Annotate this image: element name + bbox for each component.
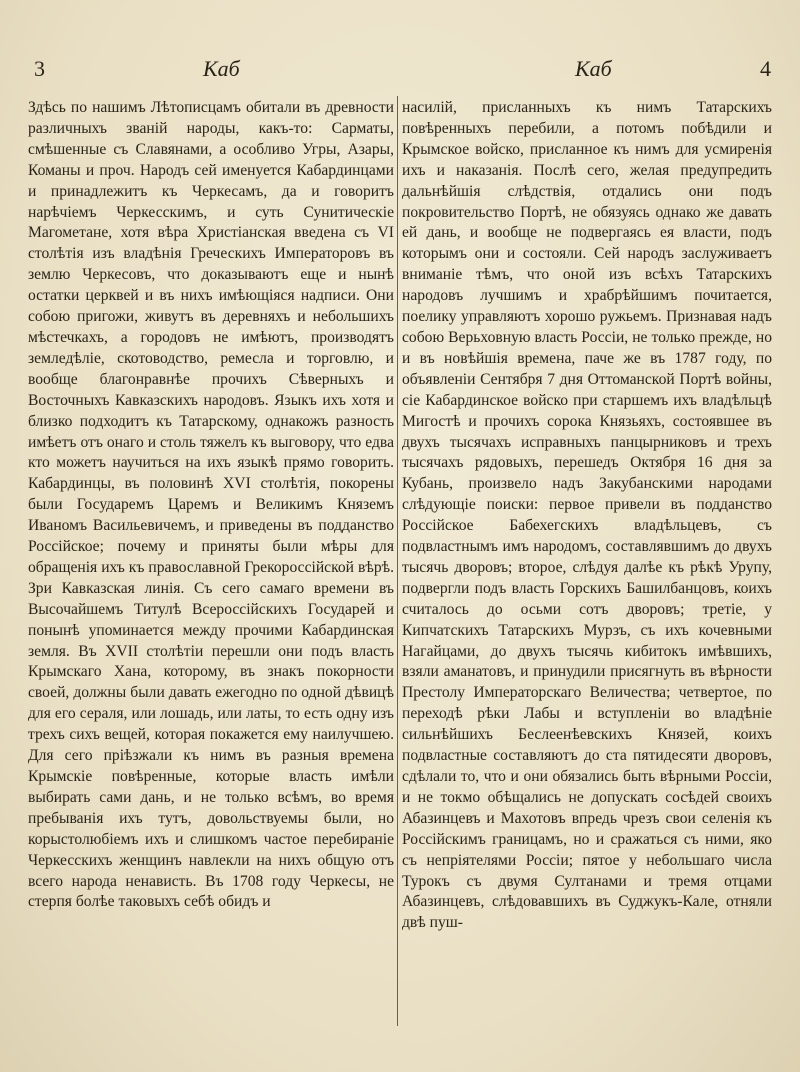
text-column-left xyxy=(28,98,394,1058)
page-number-right: 4 xyxy=(760,56,771,81)
column-text-left: Здѣсь по нашимъ Лѣтописцамъ обитали въ древности различныхъ званій народы, какъ-то: Сарматы, смѣшенные съ Славянами, а особливо Угры, Азары, Команы и проч. Народъ сей именуется Кабардинцами и принадлежитъ къ Черкесамъ, да и говоритъ нарѣчіемъ Черкесскимъ, и суть Сунитическіе Магометане, хотя вѣра Христіанская введена съ VI столѣтія изъ владѣнія Греческихъ Императоровъ въ землю Черкесовъ, что доказываютъ еще и нынѣ остатки церквей и въ нихъ имѣющіяся надписи. Они собою пригожи, живутъ въ деревняхъ и небольшихъ мѣстечкахъ, а городовъ не имѣютъ, производятъ земледѣліе, скотоводство, ремесла и торговлю, и вообще благонравнѣе прочихъ Сѣверныхъ и Восточныхъ Кавказскихъ народовъ. Языкъ ихъ хотя и близко подходитъ къ Татарскому, однакожъ разность имѣетъ отъ онаго и столь тяжелъ къ выговору, что едва кто можетъ научиться на ихъ языкѣ прямо говорить. Кабардинцы, въ половинѣ XVI столѣтія, покорены были Государемъ Царемъ и Великимъ Княземъ Иваномъ Васильевичемъ, и приведены въ подданство Россійское; почему и приняты были мѣры для обращенія ихъ къ православной Грекороссійской вѣрѣ. Зри Кавказская линія. Съ сего самаго времени въ Высочайшемъ Титулѣ Всероссійскихъ Государей и понынѣ упоминается между прочими Кабардинская земля. Въ XVII столѣтіи перешли они подъ власть Крымскаго Хана, которому, въ знакъ покорности своей, должны были давать ежегодно по одной дѣвицѣ для его сераля, или лошадь, или латы, то есть одну изъ трехъ сихъ вещей, которая покажется ему наилучшею. Для сего пріѣзжали къ нимъ въ разныя времена Крымскіе повѣренные, которые власть имѣли выбирать сами дань, и не только всѣмъ, во время пребыванія ихъ тутъ, довольствуемы были, но корыстолюбіемъ ихъ и слишкомъ частое перебираніе Черкесскихъ женщинъ навлекли на нихъ общую отъ всего народа ненависть. Въ 1708 году Черкесы, не стерпя болѣе таковыхъ себѣ обидъ и xyxy=(28,99,394,911)
column-divider xyxy=(397,96,398,1026)
running-header xyxy=(0,50,800,90)
running-title-left: Каб xyxy=(203,56,240,81)
page-number-left: 3 xyxy=(34,56,45,81)
column-text-right: насилій, присланныхъ къ нимъ Татарскихъ повѣренныхъ перебили, а потомъ побѣдили и Крымское войско, присланное къ нимъ для усмиренія ихъ и наказанія. Послѣ сего, желая предупредить дальнѣйшія слѣдствія, отдались они подъ покровительство Портѣ, не обязуясь однако же давать ей дань, и вообще не подвергаясь ея власти, подъ которымъ они и состояли. Сей народъ заслуживаетъ вниманіе тѣмъ, что оной изъ всѣхъ Татарскихъ народовъ лучшимъ и храбрѣйшимъ почитается, поелику управляютъ хорошо ружьемъ. Признавая надъ собою Верьховную власть Россіи, не только прежде, но и въ новѣйшія времена, паче же въ 1787 году, по объявленіи Сентября 7 дня Оттоманской Портѣ войны, сіе Кабардинское войско при старшемъ ихъ владѣльцѣ Мигостѣ и прочихъ сорока Князьяхъ, состоявшее въ двухъ тысячахъ исправныхъ панцырниковъ и трехъ тысячахъ рядовыхъ, перешедъ Октября 16 дня за Кубань, произвело надъ Закубанскими народами слѣдующіе поиски: первое привели въ подданство Россійское Бабехегскихъ владѣльцевъ, съ подвластнымъ имъ народомъ, составлявшимъ до двухъ тысячь дворовъ; второе, слѣдуя далѣе къ рѣкѣ Урупу, подвергли подъ власть Горскихъ Башилбанцовъ, коихъ считалось до осьми сотъ дворовъ; третіе, у Кипчатскихъ Татарскихъ Мурзъ, съ ихъ кочевными Нагайцами, до двухъ тысячь кибитокъ имѣвшихъ, взяли аманатовъ, и принудили присягнуть въ вѣрности Престолу Императорскаго Величества; четвертое, по переходѣ рѣки Лабы и вступленіи во владѣніе сильнѣйшихъ Беслеенѣевскихъ Князей, коихъ подвластные составляютъ до ста пятидесяти дворовъ, сдѣлали то, что и они обязались быть вѣрными Россіи, и не токмо обѣщались не допускать сосѣдей своихъ Абазинцевъ и Махотовъ впредь чрезъ свои селенія къ Россійскимъ границамъ, но и сражаться съ ними, яко съ непріятелями Россіи; пятое у небольшаго числа Турокъ съ двумя Султанами и тремя отцами Абазинцевъ, слѣдовавшихъ въ Суджукъ-Кале, отняли двѣ пуш- xyxy=(402,99,772,932)
text-column-right xyxy=(402,98,772,1058)
running-title-right: Каб xyxy=(575,56,612,81)
